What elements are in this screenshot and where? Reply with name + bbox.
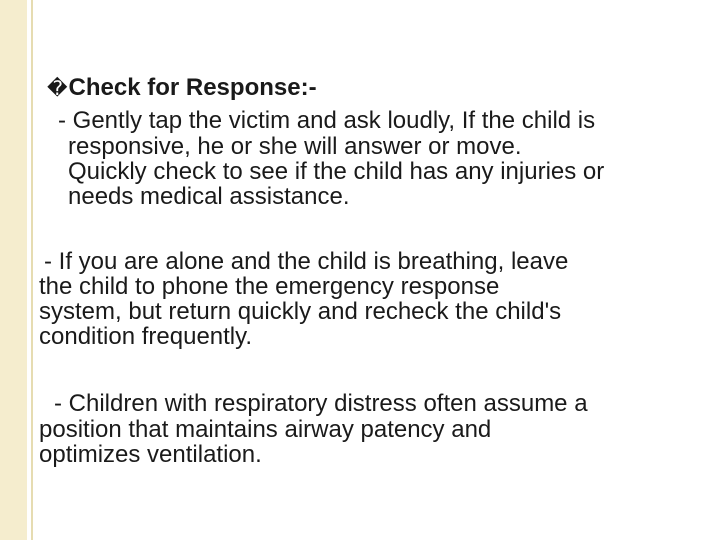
- paragraph-line: - If you are alone and the child is breathing, leave: [44, 248, 569, 275]
- paragraph-line: optimizes ventilation.: [39, 441, 262, 468]
- slide-heading: [47, 74, 317, 103]
- paragraph-line: - Gently tap the victim and ask loudly, If the child is: [58, 107, 596, 134]
- paragraph-line: - Children with respiratory distress often assume a: [54, 390, 588, 417]
- paragraph-line: Quickly check to see if the child has any injuries or: [68, 158, 605, 185]
- heading-text: Check for Response:-: [68, 74, 317, 101]
- bullet-glyph-icon: �: [47, 78, 68, 100]
- paragraph-line: system, but return quickly and recheck the child's: [39, 298, 562, 325]
- paragraph-line: position that maintains airway patency and: [39, 416, 492, 443]
- paragraph-line: the child to phone the emergency response: [39, 273, 500, 300]
- paragraph-line: condition frequently.: [39, 323, 253, 350]
- paragraph-line: needs medical assistance.: [68, 183, 350, 210]
- paragraph-line: responsive, he or she will answer or move.: [68, 133, 522, 160]
